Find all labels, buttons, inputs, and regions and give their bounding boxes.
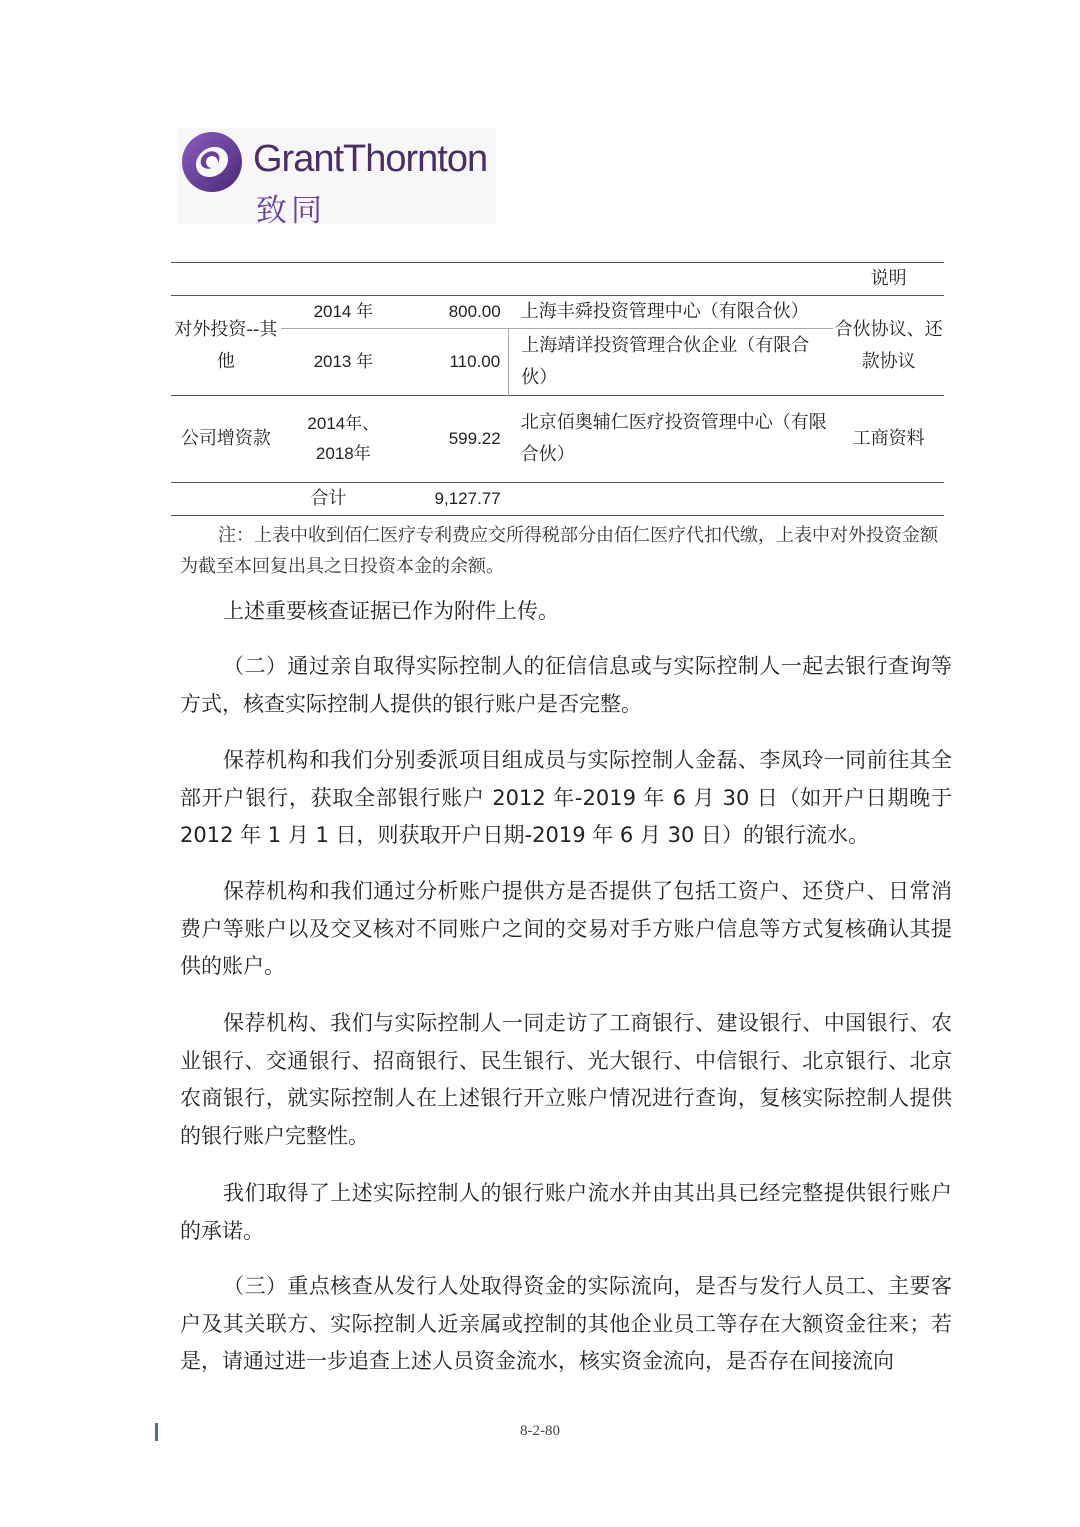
grant-thornton-logo [178,128,496,229]
investment-table [171,262,944,516]
grant-thornton-logo-icon [180,130,244,194]
category-cell: 对外投资--其他 [174,318,278,372]
logo-chinese-name: 致同 [256,193,326,229]
total-label: 合计 [171,483,406,516]
table-header-row [171,263,944,296]
table-row [171,396,944,483]
paragraph: 保荐机构和我们通过分析账户提供方是否提供了包括工资户、还贷户、日常消费户等账户以及交叉核对不同账户之间的交易对手方账户信息等方式复核确认其提供的账户。 [180,879,952,978]
entity-cell: 上海靖详投资管理合伙企业（有限合伙） [509,329,834,396]
paragraph: 上述重要核查证据已作为附件上传。 [223,599,559,623]
year-cell: 2013 年 [281,329,406,396]
logo-wordmark: GrantThornton [253,138,488,180]
table-row [171,329,944,396]
year-cell: 2014 年 [313,302,374,321]
paragraph: 我们取得了上述实际控制人的银行账户流水并由其出具已经完整提供银行账户的承诺。 [180,1181,952,1243]
entity-cell: 北京佰奥辅仁医疗投资管理中心（有限合伙） [509,396,834,483]
paragraph: （三）重点核查从发行人处取得资金的实际流向，是否与发行人员工、主要客户及其关联方、实际控制人近亲属或控制的其他企业员工等存在大额资金往来；若是，请通过进一步追查上述人员资金流水，核实资金流向，是否存在间接流向 [180,1274,952,1373]
total-amount: 9,127.77 [406,483,509,516]
paragraph: 保荐机构、我们与实际控制人一同走访了工商银行、建设银行、中国银行、农业银行、交通银行、招商银行、民生银行、光大银行、中信银行、北京银行、北京农商银行，就实际控制人在上述银行开立账户情况进行查询，复核实际控制人提供的银行账户完整性。 [180,1011,952,1148]
amount-cell: 110.00 [406,329,509,396]
amount-cell: 599.22 [406,396,509,483]
paragraph: 保荐机构和我们分别委派项目组成员与实际控制人金磊、李凤玲一同前往其全部开户银行，获取全部银行账户 2012 年-2019 年 6 月 30 日（如开户日期晚于 2012 年 1 月 1 日，则获取开户日期-2019 年 6 月 30 日）的银行流水。 [180,748,952,847]
note-cell: 工商资料 [833,396,944,483]
entity-cell: 上海丰舜投资管理中心（有限合伙） [520,301,809,322]
category-cell: 公司增资款 [171,396,281,483]
table-footnote: 注：上表中收到佰仁医疗专利费应交所得税部分由佰仁医疗代扣代缴，上表中对外投资金额为截至本回复出具之日投资本金的余额。 [180,525,938,577]
table-total-row [171,483,944,516]
amount-cell: 800.00 [448,302,501,321]
paragraph: （二）通过亲自取得实际控制人的征信信息或与实际控制人一起去银行查询等方式，核查实际控制人提供的银行账户是否完整。 [180,654,952,716]
header-note: 说明 [833,263,944,296]
page-number: 8-2-80 [520,1423,560,1439]
table-row [171,296,944,329]
year-cell: 2014年、2018年 [281,396,406,483]
note-cell: 合伙协议、还款协议 [834,318,943,372]
